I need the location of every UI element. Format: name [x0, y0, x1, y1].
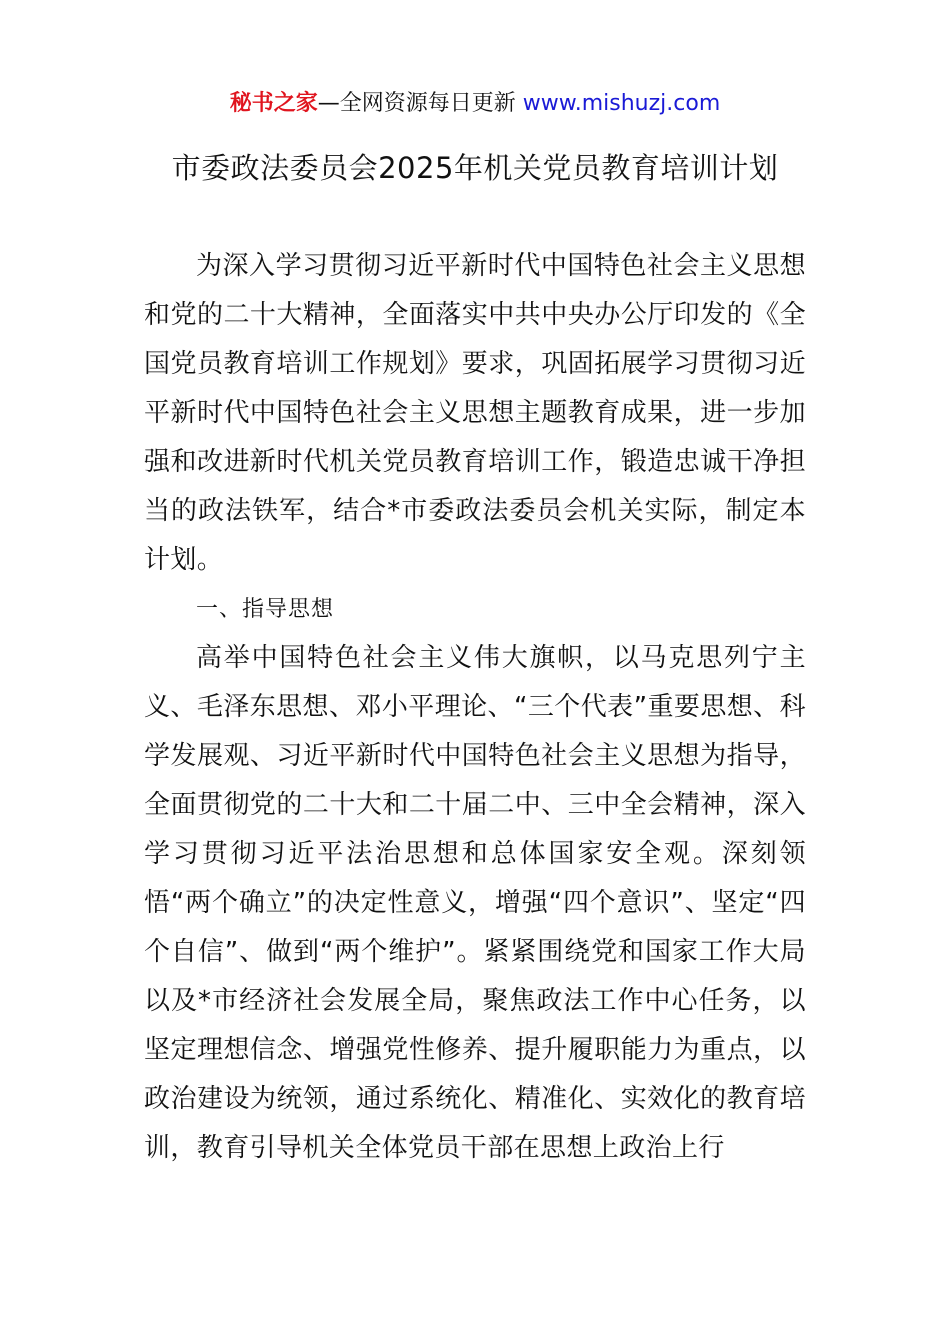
site-brand: 秘书之家: [229, 91, 318, 116]
site-url-link[interactable]: www.mishuzj.com: [522, 91, 721, 116]
intro-paragraph: 为深入学习贯彻习近平新时代中国特色社会主义思想和党的二十大精神，全面落实中共中央办公厅印发的《全国党员教育培训工作规划》要求，巩固拓展学习贯彻习近平新时代中国特色社会主义思想主题教育成果，进一步加强和改进新时代机关党员教育培训工作，锻造忠诚干净担当的政法铁军，结合*市委政法委员会机关实际，制定本计划。: [144, 251, 806, 575]
guiding-ideology-paragraph: 高举中国特色社会主义伟大旗帜，以马克思列宁主义、毛泽东思想、邓小平理论、“三个代表”重要思想、科学发展观、习近平新时代中国特色社会主义思想为指导，全面贯彻党的二十大和二十届二中、三中全会精神，深入学习贯彻习近平法治思想和总体国家安全观。深刻领悟“两个确立”的决定性意义，增强“四个意识”、坚定“四个自信”、做到“两个维护”。紧紧围绕党和国家工作大局以及*市经济社会发展全局，聚焦政法工作中心任务，以坚定理想信念、增强党性修养、提升履职能力为重点，以政治建设为统领，通过系统化、精准化、实效化的教育培训，教育引导机关全体党员干部在思想上政治上行: [144, 643, 806, 1163]
document-title: 市委政法委员会2025年机关党员教育培训计划: [171, 151, 779, 185]
section-heading-guiding-ideology: 一、指导思想: [196, 597, 335, 622]
site-banner: [0, 86, 950, 122]
site-slogan: —全网资源每日更新: [317, 91, 516, 116]
document-body: [144, 242, 806, 1173]
